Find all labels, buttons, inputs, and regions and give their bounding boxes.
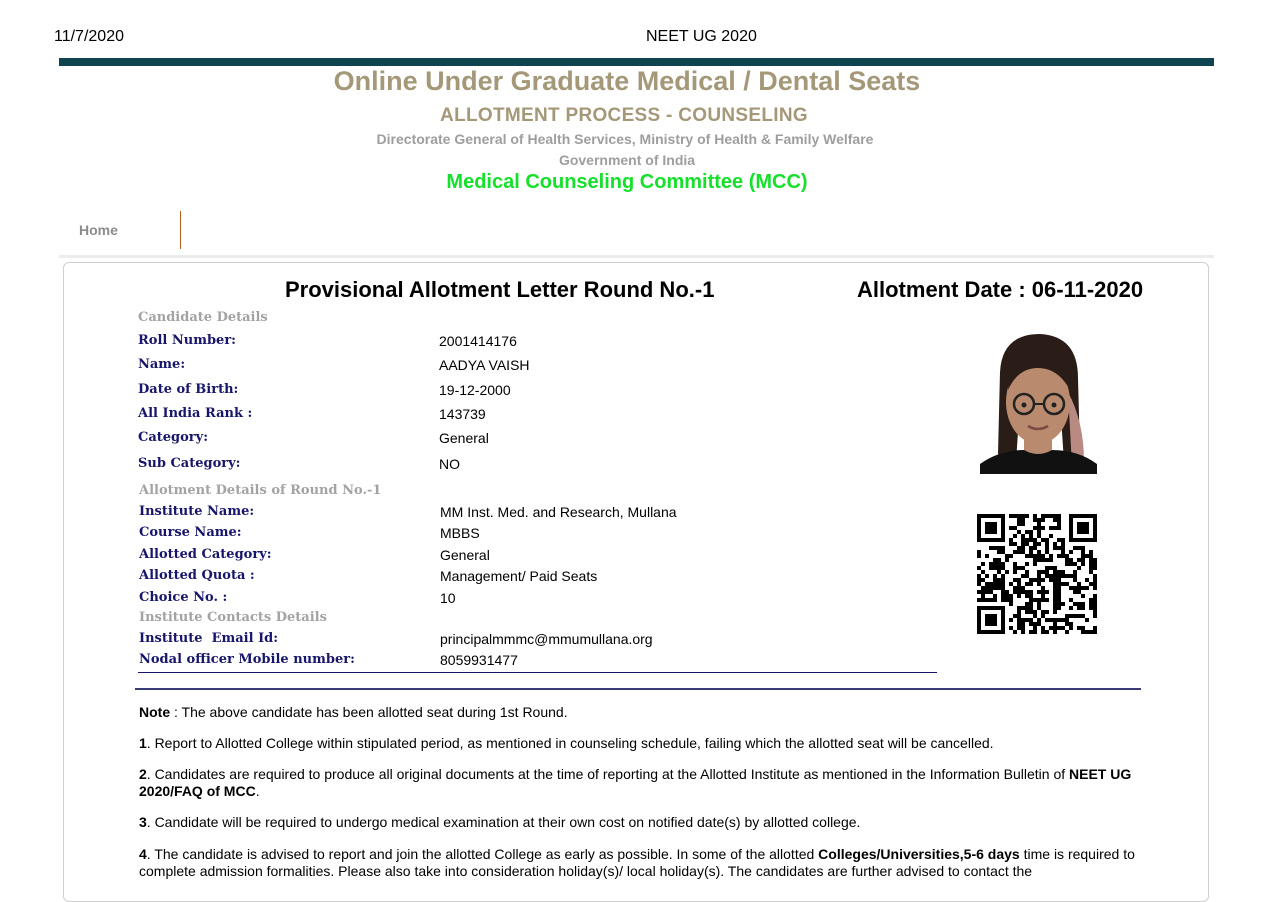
note-text: : The above candidate has been allotted seat during 1st Round.: [170, 704, 568, 720]
allotted-quota-value: Management/ Paid Seats: [440, 568, 598, 584]
instruction-4: [139, 846, 1139, 880]
instruction-2-text: . Candidates are required to produce all original documents at the time of reporting at the Allotted Institute as mentioned in the Information Bulletin of: [146, 766, 1070, 782]
instruction-4-number: 4: [139, 846, 147, 862]
qr-code: [977, 514, 1097, 634]
dob-label: Date of Birth:: [138, 382, 239, 397]
allotted-category-value: General: [440, 547, 490, 563]
candidate-section-label: Candidate Details: [138, 310, 268, 325]
instruction-2-number: 2: [139, 766, 147, 782]
instruction-3-number: 3: [139, 814, 147, 830]
institute-name-value: MM Inst. Med. and Research, Mullana: [440, 504, 677, 520]
institute-name-label: Institute Name:: [139, 504, 255, 519]
instruction-3-text: . Candidate will be required to undergo medical examination at their own cost on notified date(s) by allotted college.: [146, 814, 861, 830]
roll-number-label: Roll Number:: [138, 333, 236, 348]
dob-value: 19-12-2000: [439, 382, 511, 398]
course-name-value: MBBS: [440, 525, 480, 541]
instruction-4-text-2: time is required to complete admission formalities. Please also take into consideration holiday(s)/ local holiday(s). The candidates are further advised to contact the: [139, 846, 1135, 879]
choice-no-label: Choice No. :: [139, 590, 228, 605]
nav-divider: [59, 255, 1214, 258]
allotted-category-label: Allotted Category:: [139, 547, 272, 562]
sub-category-value: NO: [439, 456, 460, 472]
contacts-section-label: Institute Contacts Details: [139, 610, 327, 625]
sub-category-label: Sub Category:: [138, 456, 241, 471]
note-label: Note: [139, 704, 171, 720]
instruction-1-text: . Report to Allotted College within stipulated period, as mentioned in counseling schedule, failing which the allotted seat will be cancelled.: [146, 735, 994, 751]
choice-no-value: 10: [440, 590, 456, 606]
details-divider: [138, 672, 937, 673]
nav-separator: [180, 211, 181, 249]
instruction-2-bold: NEET UG 2020/FAQ of MCC: [139, 766, 1132, 799]
instruction-3: [139, 814, 1139, 831]
committee-name: Medical Counseling Committee (MCC): [446, 171, 808, 193]
instruction-1-number: 1: [139, 735, 147, 751]
instruction-4-bold: Colleges/Universities,5-6 days: [818, 846, 1020, 862]
government-line: Government of India: [558, 152, 696, 168]
roll-number-value: 2001414176: [439, 333, 517, 349]
print-page-title: NEET UG 2020: [646, 28, 757, 45]
header-bar: [59, 58, 1214, 66]
institute-email-value: principalmmmc@mmumullana.org: [440, 631, 653, 647]
instruction-4-text: . The candidate is advised to report and join the allotted College as early as possible. In some of the allotted: [146, 846, 819, 862]
note-line: [139, 704, 1139, 721]
nodal-mobile-label: Nodal officer Mobile number:: [139, 652, 355, 667]
institute-email-label: Institute Email Id:: [139, 631, 279, 646]
allotment-date: Allotment Date : 06-11-2020: [857, 277, 1144, 302]
course-name-label: Course Name:: [139, 525, 242, 540]
rank-value: 143739: [439, 406, 486, 422]
site-title: Online Under Graduate Medical / Dental Seats: [333, 66, 921, 96]
candidate-photo: [980, 332, 1097, 474]
category-value: General: [439, 430, 489, 446]
letter-title: Provisional Allotment Letter Round No.-1: [285, 277, 715, 302]
site-subtitle: ALLOTMENT PROCESS - COUNSELING: [440, 105, 808, 126]
allotment-section-label: Allotment Details of Round No.-1: [139, 483, 382, 498]
rank-label: All India Rank :: [138, 406, 253, 421]
category-label: Category:: [138, 430, 209, 445]
department-line: Directorate General of Health Services, Ministry of Health & Family Welfare: [376, 131, 874, 147]
print-date: 11/7/2020: [54, 28, 124, 45]
name-label: Name:: [138, 357, 186, 372]
instruction-1: [139, 735, 1139, 752]
notes-divider: [135, 688, 1141, 690]
name-value: AADYA VAISH: [439, 357, 530, 373]
nav-home-link[interactable]: Home: [79, 222, 118, 238]
allotted-quota-label: Allotted Quota :: [139, 568, 255, 583]
nodal-mobile-value: 8059931477: [440, 652, 518, 668]
instruction-2-end: .: [255, 783, 260, 799]
instruction-2: [139, 766, 1139, 800]
